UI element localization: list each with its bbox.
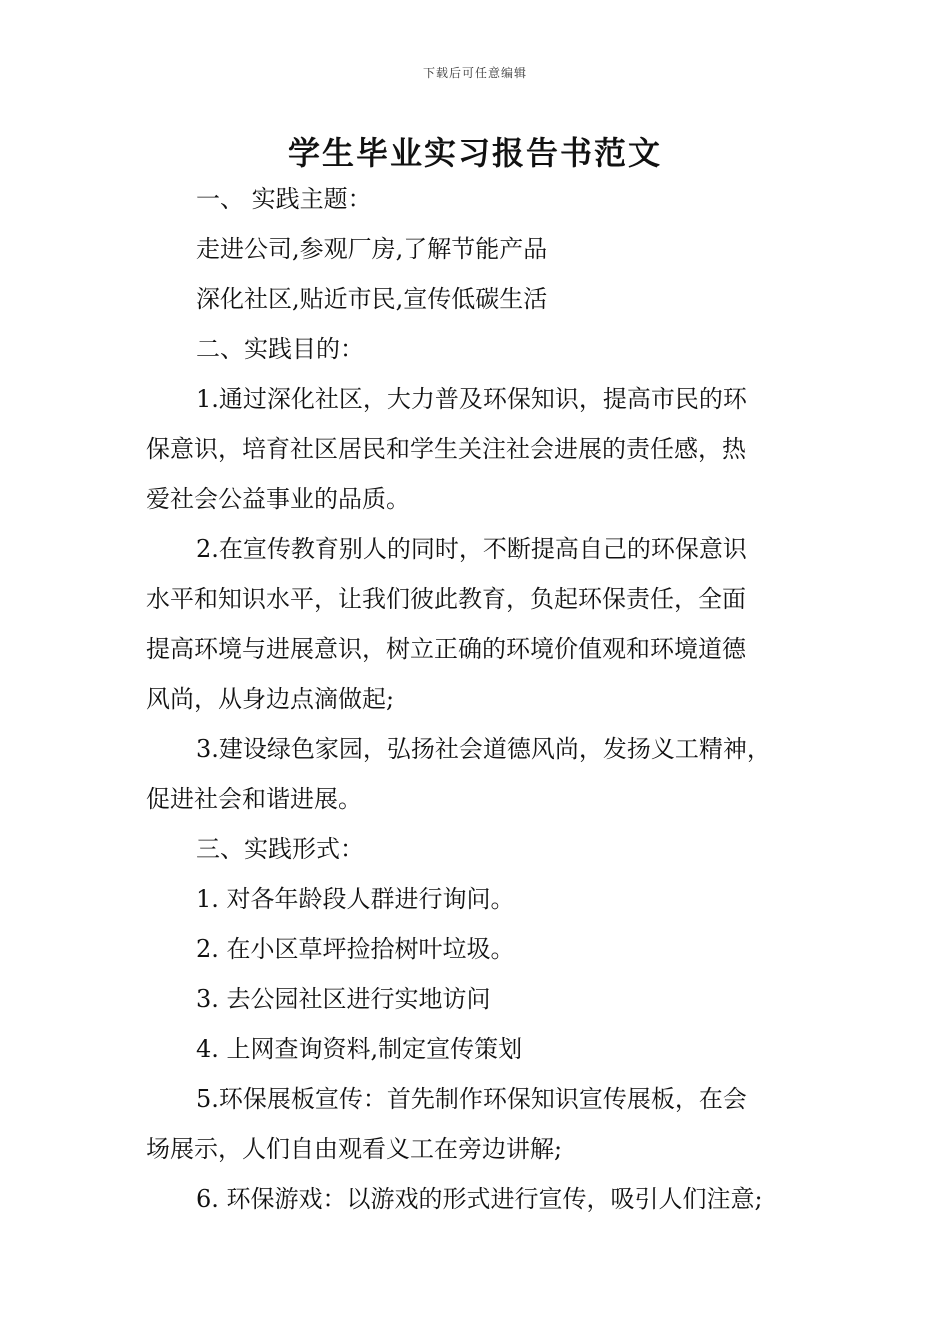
- document-title: 学生毕业实习报告书范文: [287, 134, 662, 172]
- list-item: 2. 在小区草坪捡拾树叶垃圾。: [196, 935, 515, 963]
- list-item: 6. 环保游戏：以游戏的形式进行宣传，吸引人们注意;: [196, 1185, 763, 1213]
- paragraph-line: 提高环境与进展意识，树立正确的环境价值观和环境道德: [146, 635, 746, 663]
- paragraph-line: 3.建设绿色家园，弘扬社会道德风尚，发扬义工精神，: [196, 735, 771, 763]
- paragraph-line: 爱社会公益事业的品质。: [146, 485, 410, 513]
- section-heading-1: 一、 实践主题：: [196, 185, 372, 213]
- paragraph-line: 风尚，从身边点滴做起;: [146, 685, 395, 713]
- list-item: 5.环保展板宣传：首先制作环保知识宣传展板，在会: [196, 1085, 747, 1113]
- paragraph-line: 2.在宣传教育别人的同时，不断提高自己的环保意识: [196, 535, 747, 563]
- paragraph-line: 保意识，培育社区居民和学生关注社会进展的责任感，热: [146, 435, 746, 463]
- paragraph-line: 水平和知识水平，让我们彼此教育，负起环保责任，全面: [146, 585, 746, 613]
- section-heading-3: 三、实践形式：: [196, 835, 364, 863]
- list-item: 1. 对各年龄段人群进行询问。: [196, 885, 515, 913]
- paragraph-line: 场展示，人们自由观看义工在旁边讲解;: [146, 1135, 563, 1163]
- paragraph-line: 深化社区,贴近市民,宣传低碳生活: [196, 285, 548, 313]
- paragraph-line: 促进社会和谐进展。: [146, 785, 362, 813]
- paragraph-line: 走进公司,参观厂房,了解节能产品: [196, 235, 548, 263]
- section-heading-2: 二、实践目的：: [196, 335, 364, 363]
- paragraph-line: 1.通过深化社区，大力普及环保知识，提高市民的环: [196, 385, 747, 413]
- header-note: 下载后可任意编辑: [422, 66, 527, 80]
- list-item: 3. 去公园社区进行实地访问: [196, 985, 491, 1013]
- list-item: 4. 上网查询资料,制定宣传策划: [196, 1035, 523, 1063]
